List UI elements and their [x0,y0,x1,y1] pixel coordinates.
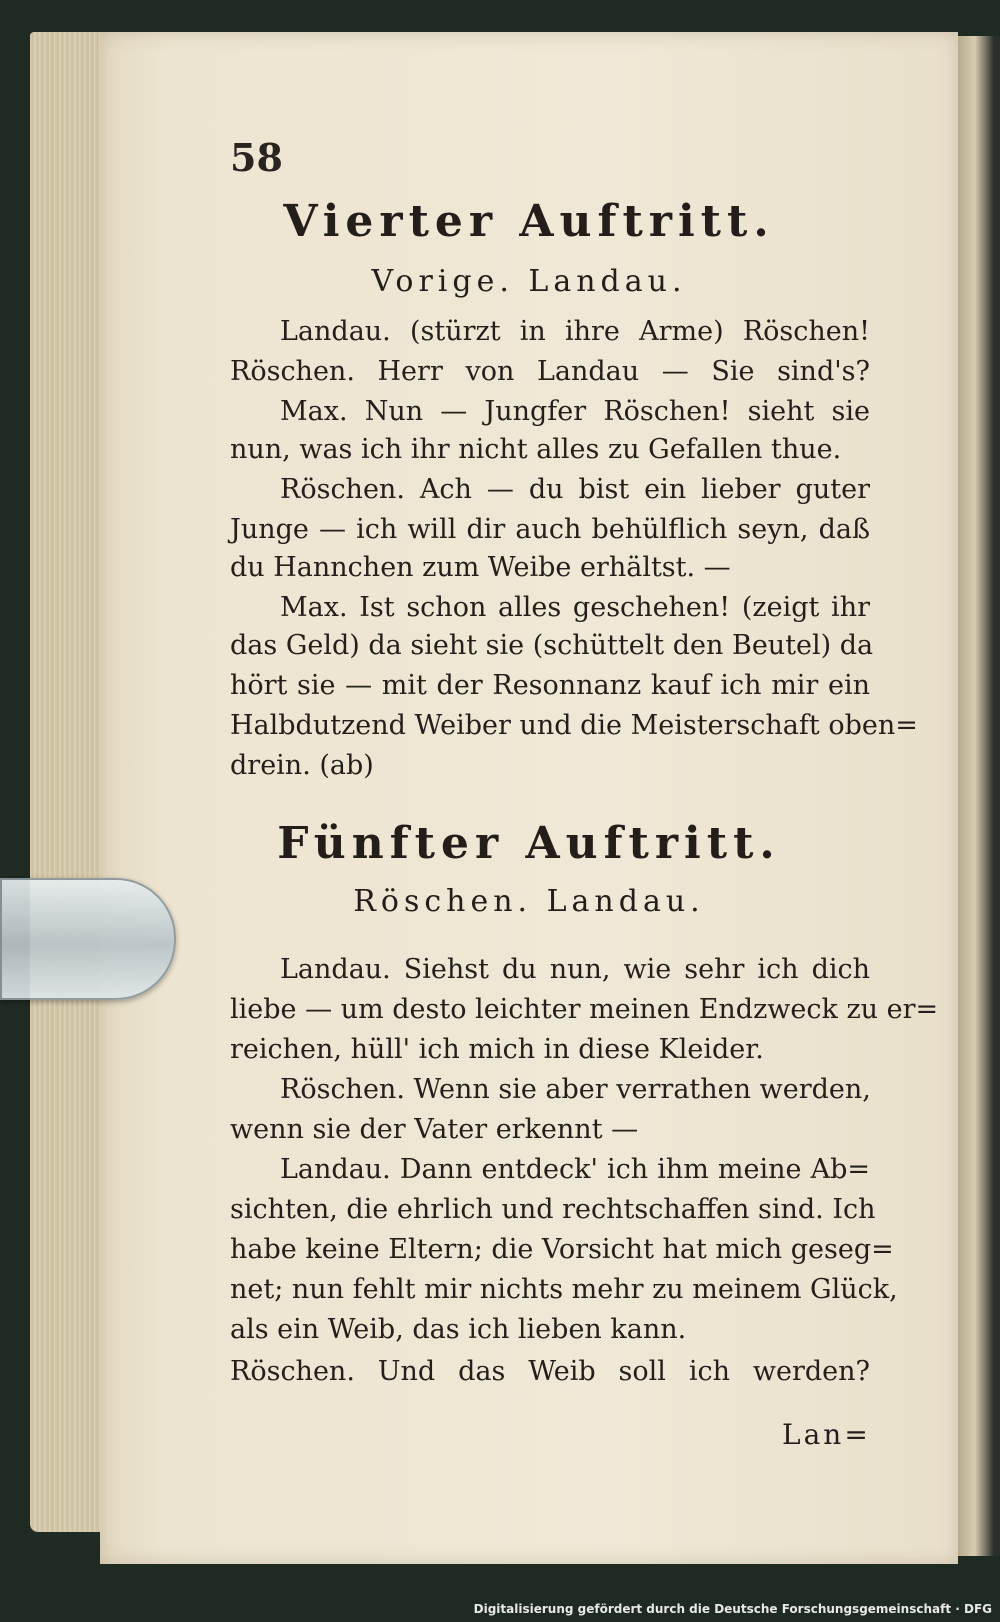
scene5-line: Landau. Dann entdeck' ich ihm meine Ab= [280,1154,870,1185]
scene4-line: Röschen. Ach — du bist ein lieber guter [280,474,870,505]
book-page-edges [30,32,110,1532]
scene4-line: Max. Nun — Jungfer Röschen! sieht sie [280,396,870,427]
scene4-line: nun, was ich ihr nicht alles zu Gefallen thue. [230,434,842,465]
page-holder-clip [0,878,176,1000]
scene4-line: Max. Ist schon alles geschehen! (zeigt ihr [280,592,870,623]
scene4-line: Junge — ich will dir auch behülflich seyn, daß [230,514,870,545]
scene4-line: du Hannchen zum Weibe erhältst. — [230,552,731,583]
scene4-line: hört sie — mit der Resonnanz kauf ich mir ein [230,670,870,701]
scene5-line: wenn sie der Vater erkennt — [230,1114,639,1145]
scene4-line: Landau. (stürzt in ihre Arme) Röschen! [280,316,870,347]
scene5-line: Röschen. Wenn sie aber verrathen werden, [280,1074,871,1105]
book-right-edge [958,36,1000,1556]
scene4-line: das Geld) da sieht sie (schüttelt den Beutel) da [230,630,874,661]
scene4-line: Halbdutzend Weiber und die Meisterschaft oben= [230,710,918,741]
scene5-line: als ein Weib, das ich lieben kann. [230,1314,687,1345]
scene4-heading: Vierter Auftritt. [283,196,775,247]
scene4-line: drein. (ab) [230,750,374,781]
scene5-heading: Fünfter Auftritt. [277,818,781,869]
scene5-line: reichen, hüll' ich mich in diese Kleider. [230,1034,764,1065]
scene5-line: sichten, die ehrlich und rechtschaffen sind. Ich [230,1194,876,1225]
scene5-line: habe keine Eltern; die Vorsicht hat mich geseg= [230,1234,894,1265]
scene5-line: liebe — um desto leichter meinen Endzweck zu er= [230,994,939,1025]
scene4-line: Röschen. Herr von Landau — Sie sind's? [230,356,870,387]
scene4-cast: Vorige. Landau. [371,264,687,299]
scene5-line: net; nun fehlt mir nichts mehr zu meinem Glück, [230,1274,898,1305]
scene5-line: Röschen. Und das Weib soll ich werden? [230,1356,870,1387]
page-number: 58 [230,135,283,180]
digitization-credit: Digitalisierung gefördert durch die Deutsche Forschungsgemeinschaft · DFG [473,1602,992,1616]
catchword: Lan= [782,1418,871,1451]
scene5-line: Landau. Siehst du nun, wie sehr ich dich [280,954,870,985]
scene5-cast: Röschen. Landau. [353,884,705,919]
